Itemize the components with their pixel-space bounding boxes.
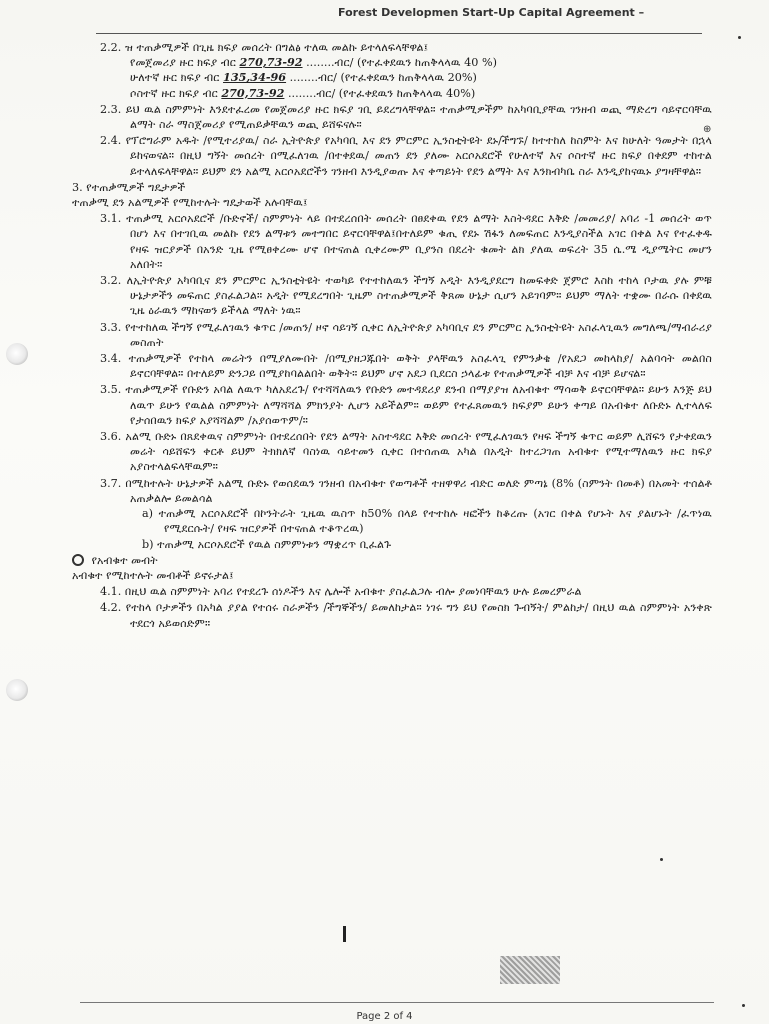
clause-text: በሚከተሉት ሁኔታዎች አልሚ ቡድኑ የወሰደዉን ገንዘብ በአብቁተ የወጣቶች ተዘዋዋሪ ብድር ወለድ ምጣኔ (8% (ስምንት በመቶ) በአመት ተሰልቶ አጠቃልሎ ይመልሳል [125, 476, 712, 505]
clause-number: 3.4. [100, 352, 122, 366]
clause-number: 2.2. [100, 41, 122, 54]
payment-share: ........ብር/ (የተፈቀደዉን ከጠቅላላዉ 40 %) [306, 56, 497, 70]
section-bullet-icon [72, 554, 84, 566]
clause-number: 4.1. [100, 585, 122, 599]
margin-mark: ⊕ [703, 124, 712, 135]
clause-text: በዚህ ዉል ስምምነት አባሪ የተደረጉ ሰነዶችን እና ሌሎች አብቁተ ያስፈልጋሉ ብሎ ያመነባቸዉን ሁሉ ይመረምራል [124, 585, 582, 599]
section-title: የአብቁተ መብት [91, 553, 158, 567]
clause-4-2 [72, 600, 712, 630]
clause-3-7-a [72, 506, 712, 536]
clause-text: የተተከለዉ ችግኝ የሚፈለገዉን ቁጥር /መጠን/ ዞኖ ሳይገኝ ሲቀር ለኢትዮጵያ አካባቢና ደን ምርምር ኢንስቲትዩት አስፈላጊዉን መግለጫ/ማብራሪያ መስጠት [125, 320, 712, 349]
clause-text: የተከላ ቦታዎችን በአካል ያያል የተሰሩ ስራዎችን /ችግኞችን/ ይመለከታል። ነገሩ ግን ይህ የመስክ ጉብኝት/ ምልከታ/ በዚህ ዉል ስምምነት አንቀጽ ተደርጎ አይወሰድም። [125, 601, 712, 630]
section-number: 3. [72, 180, 83, 194]
clause-4-1 [72, 584, 712, 599]
clause-2-2 [72, 40, 712, 55]
clause-3-1 [72, 211, 712, 272]
clause-number: 2.3. [100, 102, 122, 116]
payment-share: ........ብር/ (የተፈቀደዉን ከጠቅላላዉ 40%) [287, 86, 476, 100]
sub-item-label: b) [142, 537, 154, 551]
header-rule [96, 33, 702, 34]
clause-text: ተጠቃሚዎች የቡድን አባል ለዉጥ ካለአደረጉ/ የተሻሻለዉን የቡድን መተዳደሪያ ደንብ በማያያዝ ለአብቁተ ማሳወቅ ይኖርባቸዋል። ይሁን እንጅ ይህ ለዉጥ ይሁን የዉልል ስምምነት ለማሻሻል ምክንያት ሊሆን አይችልም። ወይም የተፈጸመዉን ክፍያም ይሁን ቀጣይ በአብቁተ ለቡድኑ ሊተላለፍ የታሰበዉን ክፍያ አያሻሻልም /አያሰወጥም/። [125, 383, 712, 427]
clause-number: 3.5. [100, 383, 122, 397]
clause-3-7-b [72, 537, 712, 552]
scan-speck [738, 36, 741, 39]
barcode-stamp [500, 956, 560, 984]
section-4-heading [72, 553, 712, 568]
clause-3-5 [72, 382, 712, 428]
footer-rule [80, 1002, 714, 1003]
payment-label: ሁለተኛ ዙር ክፍያ ብር [130, 71, 220, 85]
clause-3-4 [72, 351, 712, 381]
clause-number: 4.2. [100, 601, 122, 615]
punch-hole-icon [6, 343, 28, 365]
clause-number: 3.7. [100, 476, 122, 490]
clause-number: 3.3. [100, 320, 122, 334]
clause-3-2 [72, 273, 712, 319]
payment-label: ሶስተኛ ዙር ክፍያ ብር [130, 86, 218, 100]
clause-3-7 [72, 476, 712, 506]
clause-text: ይህ ዉል ስምምነት እንደተፈረመ የመጀመሪያ ዙር ክፍያ ገቢ ይደረግላቸዋል። ተጠቃሚዎችም ከአካባቢያቸዉ ገንዘብ ወጪ ማድረግ ሳይኖርባቸዉ ልማት ስራ ማስጀመሪያ የሚጠይቃቸዉን ወጪ ይሸፍናሉ። [125, 102, 712, 132]
clause-text: አልሚ ቡድኑ በጸደቀዉና ስምምነት በተደረሰበት የደን ልማት አስተዳደር እቅድ መሰረት የሚፈለገዉን የዛፍ ችግኝ ቁጥር ወይም ሊሸፍን የታቀደዉን መሬት ሳይሸፍን ቀርቶ ይህም ትክክለኛ ባስነዉ ሳይተመን ሲቀር በተሰጠዉ አካል በአዲት ከተረጋገጠ አብቁተ የሚተማለዉን ዙር ክፍያ አያስተላልፍላቸዉም። [125, 430, 712, 474]
clause-text: ዝ ተጠቃሚዎች በጊዜ ክፍያ መሰረት በግልፅ ተለዉ መልኩ ይተላለፍላቸዋል፤ [124, 41, 429, 54]
payment-row-3 [72, 86, 712, 101]
sub-item-text: ተጠቃሚ አርሶአደሮች የዉል ስምምነቱን ማቋረጥ ቢፈልጉ [157, 537, 392, 551]
payment-label: የመጀመሪያ ዙር ክፍያ ብር [130, 56, 236, 70]
header-title: Forest Developmen Start-Up Capital Agreement – [338, 6, 645, 19]
section-3-intro: ተጠቃሚ ደን አልሚዎች የሚከተሉት ግዴታወች አሉባቸዉ፤ [72, 196, 308, 210]
sub-item-text: ተጠቃሚ አርሶአደሮች በኮንትራት ጊዜዉ ዉስጥ ከ50% በላይ የተተከሉ ዛፎችን ከቆረጡ (አገር በቀል የሆኑት እና ያልሆኑት /ፈጥነዉ የሚደርሱት/ የዛፍ ዝርያዎች በተናጠል ተቆጥረዉ) [158, 507, 713, 536]
clause-text: ተጠቃሚ አርሶአደሮች /ቡድኖች/ ስምምነት ላይ በተደረሰበት መሰረት በፀደቀዉ የደን ልማት እስትዳደር እቅድ /መመሪያ/ አባሪ -1 መሰረት ወጥ በሆነ እና በተገቢዉ መልኩ የደን ልማቱን መተግበር ይኖርባቸዋል፤በተለይም ቁጢ የደኑ ሽፋን ለመፍጠር እንዲያስችል አገር በቀል እና የተፈቀዱ የዛፍ ዝርያዎች በአንድ ጊዜ የሚፀቀረሙ ሆኖ በተናጠል ሲቀረሙም ቢያንስ በደረት ቁመት ልክ ያለዉ ወፍረት 35 ሴ.ሜ ዲያሜትር መሆን አለበት። [126, 212, 712, 271]
clause-2-4 [72, 133, 712, 179]
section-4-intro: አብቁተ የሚከተሉት መብቶች ይኖሩታል፤ [72, 568, 234, 582]
clause-text: የፕሮግራም አዱት /የሚተሪያዉ/ ስራ ኢትዮጵያ የአካባቢ እና ደን ምርምር ኢንስቲትዩት ደኑ/ችግኙ/ ከተተከለ ከስምት እና ከሁለት ዓመታት በኋላ ይከናወናል። በዚህ ግኝት መሰረት በሚፈለገዉ /በተቀደዉ/ መጠን ደን ያለሙ አርሶአደሮች የሁለተኛ እና ሶስተኛ ዙር ክፍያ በቀደም ተከተል ይተላለፍላቸዋል። ይህም ደን አልሚ አርሶአደሮችን ገንዘብ እንዲያወጡ እና ቀጣይነት የደን ልማት እና እንክብካቤ ስራ እንዲያከናዉኑ ያግዛቸዋል። [125, 134, 712, 178]
payment-share: ........ብር/ (የተፈቀደዉን ከጠቅላላዉ 20%) [289, 71, 477, 85]
clause-text: ተጠቃሚዎች የተከላ መሬትን በሚያለሙበት /በሚያዘጋጁበት ወቅት ያላቸዉን አስፈላጊ የምንቃቄ /የአደጋ መከላከያ/ አልባሳት መልበስ ይኖርባቸዋል። በተለይም ድንጋይ በሚያከባልልበት ወቅት። ይህም ሆኖ አደጋ ቢደርስ ኃላፊቱ የተጠቃሚዎች ብቻ እና ብቻ ይሆናል። [128, 352, 713, 381]
payment-amount: 270,73-92 [221, 85, 285, 100]
payment-row-1 [72, 55, 712, 70]
document-body [72, 40, 712, 631]
section-3-heading [72, 180, 712, 195]
clause-number: 3.2. [100, 274, 122, 288]
clause-2-3 [72, 102, 712, 132]
clause-3-3 [72, 320, 712, 350]
payment-row-2 [72, 70, 712, 85]
sub-item-label: a) [142, 507, 154, 521]
scan-speck [742, 1004, 745, 1007]
scan-mark [343, 926, 346, 942]
clause-number: 3.1. [100, 212, 122, 226]
scan-speck [660, 858, 663, 861]
punch-hole-icon [6, 679, 28, 701]
page-number: Page 2 of 4 [356, 1011, 413, 1022]
payment-amount: 135,34-96 [223, 70, 287, 85]
clause-text: ለኢትዮጵያ አካባቢና ደን ምርምር ኢንስቲትዩት ተወካይ የተተከለዉን ችግኝ አዲት እንዲያደርግ ከመፍቀድ ጀምሮ እስከ ተከላ ቦታዉ ያሉ ምቹ ሁኔታዎችን መፍጠር ያስፈልጋል። አዲት የሚደረግበት ጊዜም ስተጠቃሚዎች ቅጸመ ሁኔታ ሲሆን አይገባም። ይህም ማለት ተቋሙ በራሱ በቀደዉ ጊዜ ዕራዉን ማከናወን ይችላል ማለት ነዉ። [126, 274, 712, 318]
section-title: የተጠቃሚዎች ግዴታዎች [86, 180, 186, 194]
payment-amount: 270,73-92 [239, 55, 303, 70]
clause-number: 3.6. [100, 430, 122, 444]
clause-number: 2.4. [100, 134, 122, 148]
clause-3-6 [72, 429, 712, 475]
